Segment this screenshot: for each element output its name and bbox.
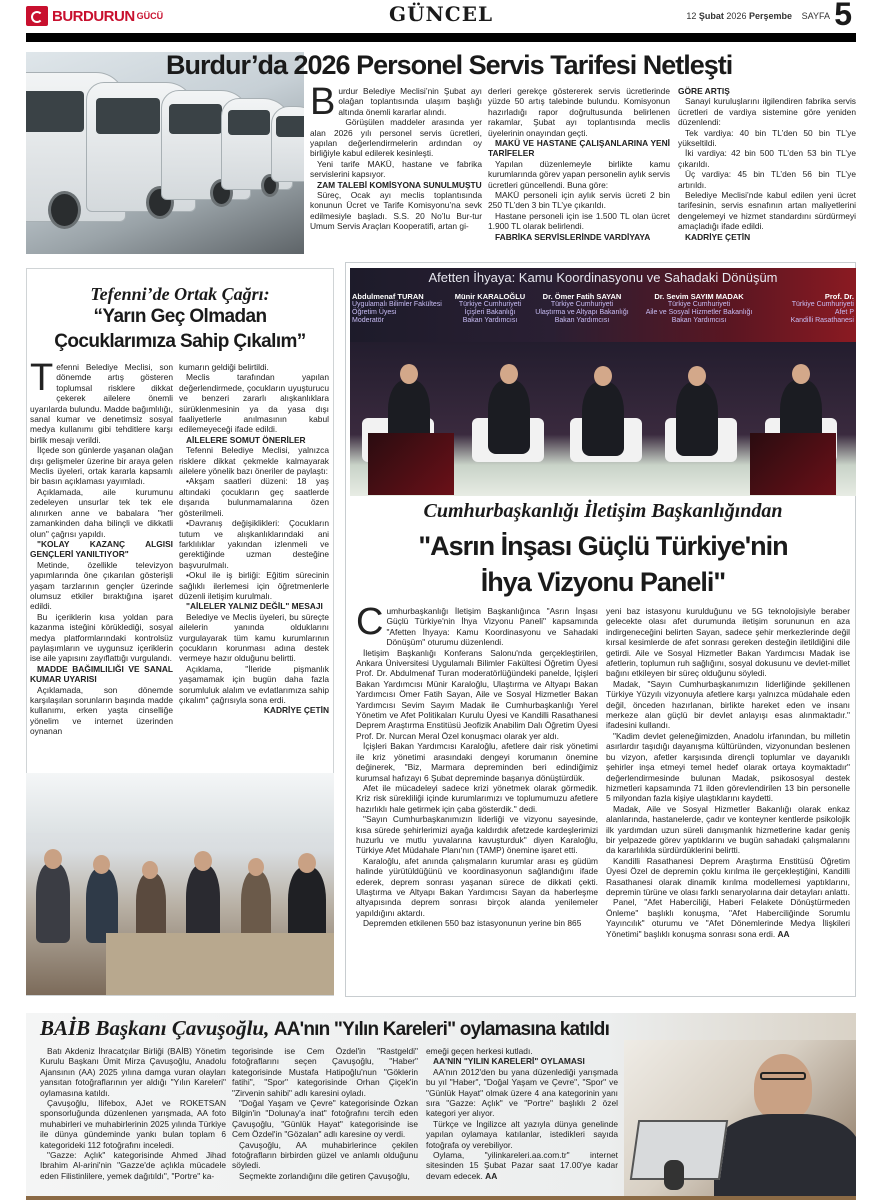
story3-headline[interactable]	[350, 528, 856, 600]
flag-icon	[26, 6, 48, 26]
story3-kicker: Cumhurbaşkanlığı İletişim Başkanlığından	[423, 500, 783, 522]
microphone	[664, 1160, 684, 1190]
paragraph: emeği geçen herkesi kutladı.	[426, 1046, 533, 1056]
date-year: 2026	[726, 11, 747, 21]
paragraph: Süreç, Ocak ayı meclis toplantısında konunun Ücret ve Tarife Komisyonu’na sevk edilmesiyle başladı. S.S. 20 No’lu Bur-tur Umum Servis Araçları Kooperatifi, artan gi-	[310, 190, 482, 232]
headline-bold: AA'nın "Yılın Kareleri" oylamasına katıldı	[273, 1019, 610, 1040]
paragraph: İlçede son günlerde yaşanan olağan dışı gelişmeler üzerine bir araya gelen Meclis üyeleri, ortak kararla kapsamlı bir basın açıklaması yayımladı.	[30, 445, 173, 487]
subheading: GÖRE ARTIŞ	[678, 86, 730, 96]
person-figure	[36, 863, 70, 943]
paragraph: Sanayi kuruluşlarını ilgilendiren fabrika servis ücretleri de vardiya sistemine göre yeniden düzenlendi:	[678, 96, 856, 128]
paragraph: "Sayın Cumhurbaşkanımızın liderliği ve vizyonu sayesinde, kısa sürede şehirlerimizi ayağa kaldırdık afetzede kardeşlerimizi huzurlu ve mutlu yuvalarına kavuşturduk" diyen Karaloğlu, Türkiye Afet Müdahale Planı'nın (TAMP) önemine işaret etti.	[356, 814, 598, 856]
paragraph: •Akşam saatleri düzeni: 18 yaş altındaki çocukların geç saatlerde dışarıda bulunmamalarına özen gösterilmeli.	[179, 476, 329, 518]
person-head	[194, 851, 212, 871]
subheading: ZAM TALEBİ KOMİSYONA SUNULMUŞTU	[317, 179, 482, 190]
paragraph: Türkçe ve İngilizce alt yazıyla dünya genelinde yapılan oylamaya katılanlar, istedikleri sayıda fotoğrafa oy verebiliyor.	[426, 1118, 618, 1150]
table	[106, 933, 334, 995]
date-weekday: Perşembe	[748, 11, 792, 21]
story3-column-1	[356, 601, 598, 929]
paragraph: Hastane personeli için ise 1.500 TL olan ücret 1.900 TL olarak belirlendi.	[488, 210, 670, 232]
subheading: AİLELERE SOMUT ÖNERİLER	[186, 434, 306, 445]
paragraph: Batı Akdeniz İhracatçılar Birliği (BAİB) Yönetim Kurulu Başkanı Ümit Mirza Çavuşoğlu, Anadolu Ajansının (AA) 2025 yılına damga vuran olayları yansıtan fotoğraflarının yer aldığı "Yılın Kareleri" oylamasına katıldı.	[40, 1046, 226, 1098]
byline: AA	[777, 928, 790, 939]
byline: KADRİYE ÇETİN	[685, 231, 751, 242]
person-figure	[86, 868, 118, 943]
paragraph: Çavuşoğlu, AA muhabirlerince çekilen fotoğrafların birbirden güzel ve anlamlı olduğunu söyledi.	[232, 1139, 418, 1171]
paragraph: yeni baz istasyonu kurulduğunu ve 5G teknolojisiyle beraber gelecekte olası afet durumunda iletişim sorununun en aza indirgeneceğini belirten Sayan, sadece şehir merkezlerinde değil kırsal kesimlerde de afet sonrası gereken desteğin iletildiğini dile getirdi. Aile ve Sosyal Hizmetler Bakan Yardımcısı Madak ise afetlerin, toplumun ruh sağlığını, sosyal dokusunu ve devlet-millet bağını etkileyen bir süreç olduğunu söyledi.	[606, 606, 850, 679]
story1-column-2	[488, 86, 670, 242]
person-head	[298, 853, 316, 873]
paragraph: AA'nın 2012'den bu yana düzenlediği yarışmada bu yıl "Haber", "Doğal Yaşam ve Çevre", "Spor" ve "Günlük Hayat" olmak üzere 4 ana kategorinin yanı sıra "Gazze: Açlık" ve "Portre" başlıklı 2 özel kategori yer alıyor.	[426, 1066, 618, 1119]
subheading: "AİLELER YALNIZ DEĞİL" MESAJI	[186, 601, 323, 612]
lead-paragraph: efenni Belediye Meclisi, son dönemde artış gösteren toplumsal risklere dikkat çekerek ailelere önemli uyarılarda bulundu. Madde bağımlılığı, sanal kumar ve denetimsiz sosyal medya kullanımı gibi tehditlere karşı birlik mesajı verildi.	[30, 362, 173, 445]
panelist-figure	[488, 380, 530, 454]
podium	[368, 433, 454, 495]
subheading: FABRİKA SERVİSLERİNDE VARDİYAYA	[495, 231, 651, 242]
story2-column-2	[179, 362, 329, 716]
dropcap: T	[30, 357, 54, 399]
paragraph: Belediye ve Meclis üyeleri, bu süreçte ailelerin yanında olduklarını vurgulayarak tüm kamu kurumlarının çocukların korunması adına destek vermeye hazır olduğunu belirtti.	[179, 611, 329, 664]
story3-column-2	[606, 606, 850, 939]
page-number: 5	[834, 0, 852, 32]
story1-column-1	[310, 81, 482, 232]
story4-headline[interactable]	[40, 1016, 609, 1041]
subheading: MAKÜ VE HASTANE ÇALIŞANLARINA YENİ TARİFELER	[488, 138, 670, 159]
paragraph: "Gazze: Açlık" kategorisinde Ahmed Jihad Ibrahim Al-arini'nin "Gazze'de açlıkla mücadele eden Filistinlilere, yemek dağıtıldı", "Portre" ka-	[40, 1150, 226, 1181]
speaker-card: Prof. Dr. Türkiye Cumhuriyeti Afet P Kandilli Rasathanesi	[790, 292, 854, 324]
dropcap: C	[356, 601, 384, 643]
paragraph: Depremden etkilenen 550 baz istasyonunun yerine bin 865	[363, 918, 582, 929]
headline-line: "Asrın İnşası Güçlü Türkiye'nin	[418, 531, 788, 561]
paragraph: Panel, "Afet Haberciliği, Haberi Felakete Dönüştürmeden Önleme" başlıklı konuşma, "Afet Haberciliğinde Sorumlu Yayıncılık" oturumu ve "Afet Dönemlerinde Medya İlişkileri Yönetimi" başlıklı konuşma sonrası sona erdi.	[606, 897, 850, 939]
subheading: AA'NIN "YILIN KARELERİ" OYLAMASI	[433, 1056, 585, 1067]
newspaper-logo[interactable]	[26, 4, 163, 28]
paragraph: Yapılan düzenlemeyle birlikte kamu kurumlarında görev yapan personelin aylık servis ücretleri güncellendi. Buna göre:	[488, 158, 671, 190]
logo-main: BURDURUN	[52, 7, 135, 25]
paragraph: İletişim Başkanlığı Konferans Salonu'nda gerçekleştirilen, Ankara Üniversitesi Uygulamalı Bilimler Fakültesi Öğretim Üyesi Prof. Dr. Abdulmenaf Turan moderatörlüğündeki panelde, İçişleri Bakan Yardımcısı Münir Karaloğlu, Ulaştırma ve Altyapı Bakan Yardımcısı Ömer Fatih Sayan, Aile ve Sosyal Hizmetler Bakan Yardımcısı Sevim Sayım Madak ile Cumhurbaşkanlığı Yerel Yönetim ve Afet Politikaları Kurulu Üyesi ve Kandilli Rasathanesi Deprem Araştırma Enstitüsü Jeofizik Anabilim Dalı Öğretim Üyesi Prof. Dr. Nurcan Meral Özel konuşmacı olarak yer aldı.	[356, 647, 598, 741]
story1-column-3	[678, 86, 856, 242]
story4-column-3	[426, 1046, 618, 1181]
panel-event-photo	[350, 268, 856, 496]
paragraph: Tek vardiya: 40 bin TL’den 50 bin TL’ye yükseltildi.	[678, 127, 856, 149]
headline-line: “Yarın Geç Olmadan	[93, 306, 267, 327]
paragraph: Belediye Meclisi’nde kabul edilen yeni ücret tarifesinin, servis esnafının artan maliyetlerini dengelemeyi ve hizmet standardını sürdürmeyi amaçladığı ifade edildi.	[678, 190, 856, 232]
glasses	[760, 1072, 806, 1080]
paragraph: •Okul ile iş birliği: Eğitim sürecinin sağlıklı ilerlemesi için öğretmenlerle düzenli iletişim kurulmalı.	[179, 570, 329, 601]
panel-banner-title: Afetten İhyaya: Kamu Koordinasyonu ve Sahadaki Dönüşüm	[428, 270, 778, 285]
paragraph: kumarın geldiği belirtildi.	[179, 362, 269, 372]
paragraph: Üç vardiya: 45 bin TL’den 56 bin TL’ye artırıldı.	[678, 169, 856, 190]
van-image	[271, 106, 304, 182]
story2-column-1	[30, 357, 173, 737]
person-head	[93, 855, 110, 874]
paragraph: Açıklama, "İleride pişmanlık yaşamamak için bugün daha fazla sorumluluk alalım ve evlatlarımıza sahip çıkalım" çağrısıyla sona erdi.	[179, 663, 329, 705]
person-head	[142, 861, 158, 879]
paragraph: Madak, Aile ve Sosyal Hizmetler Bakanlığı olarak enkaz alanlarında, hastanelerde, çadır ve konteyner kentlerde psikolojik ilk yardımdan uzun süreli danışmanlık hizmetlerine kadar geniş bir yelpazede görev yaptıklarını ve bugün sahadaki çalışmalarını da kararlılıkla sürdürdüklerini belirtti.	[606, 803, 850, 856]
paragraph: Afet ile mücadeleyi sadece krizi yönetmek olarak görmedik. Kriz risk sürekliliği içinde kurumlarımızı ve toplumumuzu afetlere hazırlıklı hale getirmek için çaba gösterdik." dedi.	[356, 782, 598, 814]
headline-line: Çocuklarımıza Sahip Çıkalım”	[54, 331, 306, 352]
paragraph: Çavuşoğlu, Ilifebox, AJet ve ROKETSAN sponsorluğunda düzenlenen yarışmada, AA foto muhabirleri ve muhabirlerinin 2025 yılında Türkiye ile dünya gündeminde yankı bulan toplam 6 kategorideki 112 fotoğrafını inceledi.	[40, 1098, 226, 1150]
story2-headline[interactable]	[26, 304, 334, 354]
paragraph: Açıklamada, son dönemde karşılaşılan sorunların başında madde kullanımı, erken yaşta cinselliğe yönelim ve internet üzerinden oynanan	[30, 684, 173, 737]
person-head	[248, 858, 264, 876]
person-head	[44, 849, 62, 869]
paragraph: Oylama, "yilinkareleri.aa.com.tr" internet sitesinden 15 Şubat Pazar saat 17.00'ye kadar devam edecek.	[426, 1150, 618, 1181]
story4-column-1	[40, 1046, 226, 1181]
paragraph: Madak, "Sayın Cumhurbaşkanımızın liderliğinde şekillenen Türkiye Yüzyılı vizyonuyla afetlere karşı yalnızca müdahale eden değil, önceden hazırlanan, birlikte hareket eden ve insanı merkeze alan güçlü bir devlet anlayışı esas alınmaktadır." ifadesini kullandı.	[606, 678, 850, 731]
panelist-figure	[676, 382, 718, 456]
person-head	[754, 1054, 812, 1120]
page-label: SAYFA	[801, 11, 830, 21]
paragraph: derleri gerekçe göstererek servis ücretlerinde yüzde 50 artış talebinde bulundu. Komisyonun hazırladığı rapor doğrultusunda belirlenen rakamlar, Şubat ayı toplantısında meclis üyelerinin onayından geçti.	[488, 86, 670, 138]
paragraph: Tefenni Belediye Meclisi, yalnızca risklere dikkat çekmekle kalmayarak ailelere yönelik bazı öneriler de paylaştı:	[179, 445, 329, 477]
speaker-card: Münir KARALOĞLU Türkiye Cumhuriyeti İçişleri Bakanlığı Bakan Yardımcısı	[454, 292, 526, 324]
lead-paragraph: urdur Belediye Meclisi’nin Şubat ayı olağan toplantısında ulaşım başlığı altında önemli kararlar alındı.	[338, 86, 482, 117]
date-day: 12	[686, 11, 697, 21]
paragraph: "Doğal Yaşam ve Çevre" kategorisinde Özkan Bilgin'in "Dolunay'a inat" fotoğrafını tercih eden Çavuşoğlu, "Günlük Hayat" kategorisinde ise Cem Özdel'in "Gözalan" adlı karesine oy verdi.	[232, 1098, 418, 1140]
paragraph: •Davranış değişiklikleri: Çocukların tutum ve alışkanlıklarındaki ani farklılıklar yakından izlenmeli ve gerektiğinde uzman desteğine başvurulmalı.	[179, 518, 329, 570]
bottom-bar	[26, 1196, 856, 1200]
panelist-figure	[582, 382, 624, 456]
paragraph: Seçmekte zorlandığını dile getiren Çavuşoğlu,	[239, 1170, 410, 1181]
paragraph: İki vardiya: 42 bin 500 TL’den 53 bin TL’ye çıkarıldı.	[678, 148, 856, 169]
baib-president-photo	[624, 1040, 856, 1196]
paragraph: Açıklamada, aile kurumunu zedeleyen unsurlar tek tek ele alınırken anne ve babalara "her zamankinden daha bilinçli ve dikkatli olun" çağrısı yapıldı.	[30, 486, 173, 539]
paragraph: Yeni tarife MAKÜ, hastane ve fabrika servislerini kapsıyor.	[310, 158, 482, 180]
date-month: Şubat	[698, 11, 724, 21]
lead-paragraph: umhurbaşkanlığı İletişim Başkanlığınca "Asrın İnşası Güçlü Türkiye'nin İhya Vizyonu Paneli" kapsamında "Afetten İhyaya: Kamu Koordinasyonu ve Sahadaki Dönüşüm" oturumu düzenlendi.	[386, 606, 598, 648]
masthead	[26, 0, 856, 34]
issue-date	[686, 11, 792, 21]
person-body	[714, 1114, 856, 1196]
service-vans-photo	[26, 52, 304, 254]
paragraph: Bu içeriklerin kısa yoldan para kazanma isteğini körüklediği, sosyal medya platformlarındaki kontrolsüz paylaşımların ve uygunsuz içeriklerin ise aile yapısını zayıflattığı vurgulandı.	[30, 611, 173, 664]
story4-column-2	[232, 1046, 418, 1181]
paragraph: Metinde, özellikle televizyon yapımlarında öne çıkarılan gösterişli yaşam tarzlarının gençler üzerinde olumsuz etkiler bıraktığına işaret edildi.	[30, 559, 173, 612]
byline: AA	[485, 1170, 498, 1181]
speaker-card: Abdulmenaf TURAN Uygulamalı Bilimler Fakültesi Öğretim Üyesi Moderatör	[352, 292, 442, 324]
paragraph: Karaloğlu, afet anında çalışmaların kurumlar arası eş güdüm halinde yürütüldüğünü ve koordinasyonun sağlandığını ifade ederek, deprem sonrası yaşanan sürece de dikkati çekti. Ulaştırma ve Altyapı Bakan Yardımcısı Sayan da haberleşme altyapısında deprem sonrası birçok alanda yenilemeler yapıldığını aktardı.	[356, 855, 598, 918]
byline: KADRİYE ÇETİN	[263, 705, 329, 716]
story2-kicker: Tefenni’de Ortak Çağrı:	[90, 284, 270, 304]
headline-line: İhya Vizyonu Paneli"	[480, 567, 726, 597]
paragraph: Meclis tarafından yapılan değerlendirmede, çocukların uyuşturucu ve benzeri zararlı alışkanlıklara sürüklenmesinin ya da yasa dışı faaliyetlerle anılmasının kabul edilemeyeceği ifade edildi.	[179, 372, 329, 435]
section-name: GÜNCEL	[388, 2, 494, 26]
paragraph: Görüşülen maddeler arasında yer alan 2026 yılı personel servis ücretleri, yapılan değerlendirmelerin ardından oy birliğiyle kabul edilerek kesinleşti.	[310, 117, 482, 159]
logo-accent: GÜCÜ	[136, 11, 164, 21]
paragraph: "Kadim devlet geleneğimizden, Anadolu irfanından, bu milletin asırlardır taşıdığı dayanışma kültüründen, vizyonundan beslenen bu vizyon, afetler karşısında dirençli toplumlar ve dayanıklı şehirler inşa etmeyi temel hedef olarak ortaya koymaktadır" değerlendirmesinde bulunan Madak, psikososyal destek hizmetleri kapsamında 71 ilden görevlendirilen 13 bin personelle 5 milyondan fazla kişiye ulaştıklarını kaydetti.	[606, 730, 850, 804]
subheading: "KOLAY KAZANÇ ALGISI GENÇLERİ YANILTIYOR"	[30, 538, 173, 560]
paragraph: İçişleri Bakan Yardımcısı Karaloğlu, afetlere dair risk yönetimi ile kriz yönetimi arasındaki dengeyi korumanın önemine değinerek, "Biz, Marmara depreminden beri edindiğimiz kurumsal hafızayı 6 Şubat depreminde başarıya dönüştürdük.	[356, 741, 598, 783]
speaker-card: Dr. Ömer Fatih SAYAN Türkiye Cumhuriyeti Ulaştırma ve Altyapı Bakanlığı Bakan Yardımcısı	[535, 292, 629, 324]
paragraph: MAKÜ personeli için aylık servis ücreti 2 bin 250 TL’den 3 bin TL’ye çıkarıldı.	[488, 190, 670, 211]
paragraph: Kandilli Rasathanesi Deprem Araştırma Enstitüsü Öğretim Üyesi Özel de depremin çoklu kırılma ile gerçekleştiğini, Kandilli Rasathanesi olarak dinamik kırılma modellemesi yaptıklarını, depremin türüne ve olası farklı senaryolarına dair detayları anlattı.	[606, 855, 850, 897]
headline-italic: BAİB Başkanı Çavuşoğlu,	[40, 1016, 270, 1040]
council-meeting-photo	[26, 773, 334, 995]
story1-headline[interactable]: Burdur’da 2026 Personel Servis Tarifesi Netleşti	[166, 50, 733, 80]
speaker-card: Dr. Sevim SAYIM MADAK Türkiye Cumhuriyeti Aile ve Sosyal Hizmetler Bakanlığı Bakan Yardımcısı	[645, 292, 753, 324]
podium	[750, 433, 836, 495]
subheading: MADDE BAĞIMLILIĞI VE SANAL KUMAR UYARISI	[30, 663, 173, 685]
header-rule	[26, 33, 856, 42]
dropcap: B	[310, 81, 336, 123]
paragraph: tegorisinde ise Cem Özdel'in "Rastgeldi" fotoğraflarını seçen Çavuşoğlu, "Haber" kategorisinde Mustafa Hatipoğlu'nun "Göklerin fatihi", "Spor" kategorisinde Orhan Çiçek'in "Zirvenin sahibi" adlı karesini oyladı.	[232, 1046, 418, 1098]
